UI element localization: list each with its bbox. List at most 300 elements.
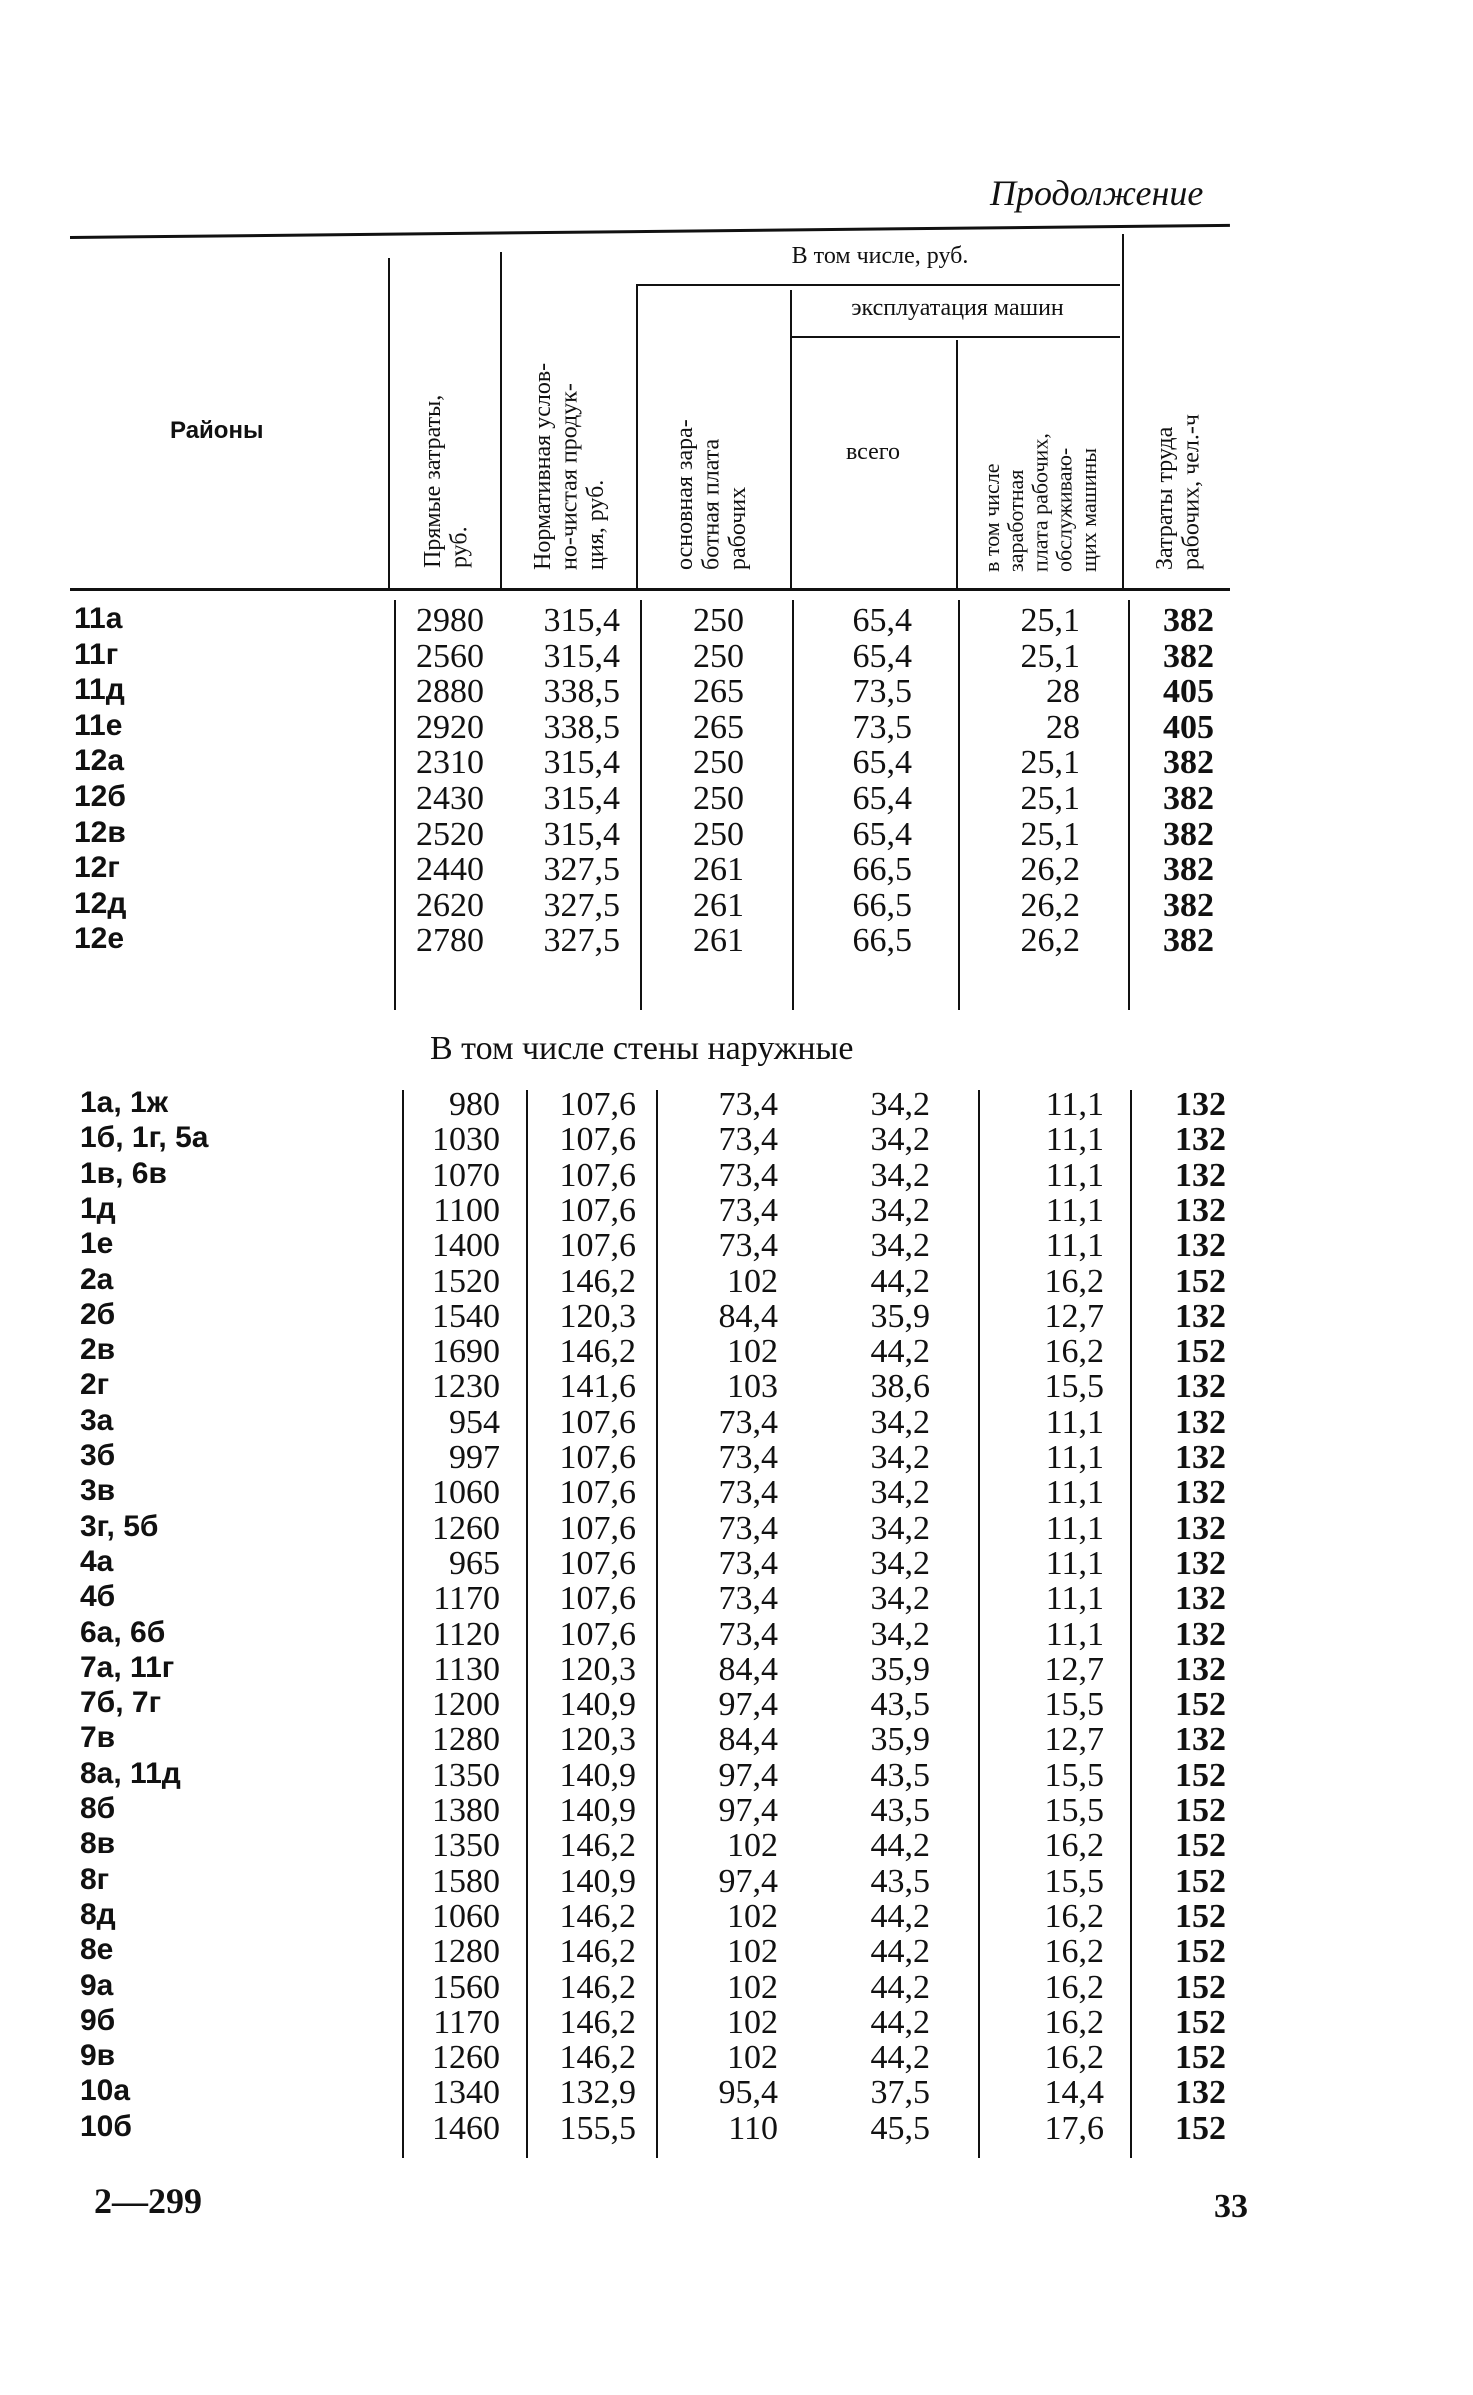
direct-costs-cell: 1060	[432, 1897, 500, 1935]
direct-costs-cell: 1380	[432, 1792, 500, 1829]
labor-cell: 152	[1175, 1933, 1226, 1971]
continuation-label: Продолжение	[990, 173, 1204, 213]
normative-cell: 141,6	[559, 1368, 636, 1406]
direct-costs-cell: 965	[449, 1544, 500, 1582]
labor-cell: 405	[1163, 708, 1214, 746]
direct-costs-cell: 1200	[432, 1686, 500, 1724]
base-wage-cell: 265	[693, 708, 744, 746]
base-wage-cell: 102	[727, 1827, 778, 1865]
machines-total-cell: 43,5	[870, 1756, 930, 1794]
machine-wage-cell: 11,1	[1045, 1156, 1104, 1194]
direct-costs-cell: 1460	[432, 2109, 500, 2147]
labor-cell: 132	[1175, 1191, 1226, 1229]
footer-signature: 2—299	[94, 2181, 202, 2221]
direct-costs-cell: 1170	[433, 1580, 500, 1618]
direct-costs-cell: 2520	[416, 815, 484, 853]
labor-cell: 382	[1163, 886, 1214, 924]
direct-costs-cell: 997	[449, 1439, 500, 1476]
normative-cell: 327,5	[543, 922, 620, 960]
machine-wage-cell: 11,1	[1045, 1474, 1104, 1512]
normative-cell: 107,6	[559, 1156, 636, 1194]
labor-cell: 152	[1175, 2003, 1226, 2041]
machine-wage-cell: 26,2	[1020, 922, 1080, 960]
base-wage-cell: 84,4	[718, 1650, 778, 1688]
district-cell: 12г	[74, 851, 120, 885]
machines-total-cell: 34,2	[870, 1615, 930, 1653]
labor-cell: 152	[1175, 1792, 1226, 1829]
machines-total-cell: 34,2	[870, 1086, 930, 1123]
base-wage-cell: 250	[693, 815, 744, 853]
labor-cell: 132	[1175, 1403, 1226, 1441]
labor-cell: 382	[1163, 744, 1214, 782]
machines-total-cell: 65,4	[852, 780, 912, 817]
normative-cell: 140,9	[559, 1756, 636, 1794]
base-wage-cell: 84,4	[718, 1721, 778, 1759]
district-cell: 3б	[80, 1439, 116, 1472]
header-including: В том числе, руб.	[791, 243, 969, 269]
direct-costs-cell: 1230	[432, 1368, 500, 1406]
machines-total-cell: 43,5	[870, 1862, 930, 1900]
district-cell: 8а, 11д	[80, 1756, 181, 1790]
hdr-divider-4	[790, 290, 792, 588]
direct-costs-cell: 1350	[432, 1827, 500, 1865]
labor-cell: 132	[1175, 2074, 1226, 2112]
district-cell: 8в	[80, 1827, 116, 1861]
machine-wage-cell: 16,2	[1044, 2039, 1104, 2077]
machine-wage-cell: 16,2	[1044, 1827, 1104, 1865]
machines-total-cell: 34,2	[870, 1156, 930, 1194]
labor-cell: 152	[1175, 1756, 1226, 1794]
base-wage-cell: 73,4	[718, 1615, 778, 1653]
machines-total-cell: 34,2	[870, 1403, 930, 1441]
direct-costs-cell: 2980	[416, 602, 484, 639]
top-rule	[70, 224, 1230, 239]
base-wage-cell: 250	[693, 744, 744, 782]
base-wage-cell: 73,4	[718, 1544, 778, 1582]
machines-total-cell: 38,6	[870, 1368, 930, 1406]
base-wage-cell: 250	[693, 780, 744, 817]
normative-cell: 146,2	[559, 1333, 636, 1371]
normative-cell: 338,5	[543, 708, 620, 746]
labor-cell: 382	[1163, 815, 1214, 853]
machines-total-cell: 66,5	[852, 886, 912, 924]
direct-costs-cell: 1400	[432, 1227, 500, 1265]
machines-total-cell: 43,5	[870, 1686, 930, 1724]
normative-cell: 107,6	[559, 1615, 636, 1653]
hdr-divider-2	[500, 252, 502, 588]
district-cell: 11е	[74, 708, 123, 742]
normative-cell: 315,4	[543, 637, 620, 675]
base-wage-cell: 73,4	[718, 1439, 778, 1476]
machine-wage-cell: 15,5	[1044, 1792, 1104, 1829]
base-wage-cell: 102	[727, 1262, 778, 1300]
labor-cell: 132	[1175, 1156, 1226, 1194]
district-cell: 8д	[80, 1897, 116, 1931]
district-cell: 1б, 1г, 5а	[80, 1121, 209, 1155]
normative-cell: 107,6	[559, 1439, 636, 1476]
direct-costs-cell: 2780	[416, 922, 484, 960]
header-bottom-rule	[70, 588, 1230, 591]
header-base-wage: основная зара- ботная плата рабочих	[672, 419, 751, 570]
machines-total-cell: 73,5	[852, 708, 912, 746]
base-wage-cell: 97,4	[718, 1756, 778, 1794]
labor-cell: 152	[1175, 1262, 1226, 1300]
base-wage-cell: 102	[727, 2039, 778, 2077]
header-labor: Затраты труда рабочих, чел.-ч	[1152, 414, 1205, 570]
normative-cell: 107,6	[559, 1544, 636, 1582]
base-wage-cell: 73,4	[718, 1580, 778, 1618]
direct-costs-cell: 1580	[432, 1862, 500, 1900]
section-title: В том числе стены наружные	[430, 1030, 854, 1067]
machine-wage-cell: 11,1	[1045, 1227, 1104, 1265]
header-direct-costs: Прямые затраты, руб.	[420, 394, 473, 568]
base-wage-cell: 261	[693, 851, 744, 889]
base-wage-cell: 261	[693, 922, 744, 960]
labor-cell: 132	[1175, 1650, 1226, 1688]
district-cell: 9а	[80, 1968, 114, 2002]
machine-wage-cell: 15,5	[1044, 1862, 1104, 1900]
machine-wage-cell: 11,1	[1045, 1509, 1104, 1547]
machine-wage-cell: 25,1	[1020, 780, 1080, 817]
normative-cell: 315,4	[543, 815, 620, 853]
machines-total-cell: 35,9	[870, 1721, 930, 1759]
district-cell: 2г	[80, 1368, 110, 1402]
machine-wage-cell: 15,5	[1044, 1756, 1104, 1794]
machine-wage-cell: 16,2	[1044, 1968, 1104, 2006]
district-cell: 7а, 11г	[80, 1650, 175, 1684]
machines-total-cell: 37,5	[870, 2074, 930, 2112]
direct-costs-cell: 1260	[432, 1509, 500, 1547]
direct-costs-cell: 1560	[432, 1968, 500, 2006]
labor-cell: 152	[1175, 1862, 1226, 1900]
normative-cell: 146,2	[559, 2003, 636, 2041]
district-cell: 4а	[80, 1544, 114, 1578]
direct-costs-cell: 1170	[433, 2003, 500, 2041]
machines-underline	[790, 336, 1120, 338]
machines-total-cell: 43,5	[870, 1792, 930, 1829]
direct-costs-cell: 1280	[432, 1933, 500, 1971]
machines-total-cell: 45,5	[870, 2109, 930, 2147]
normative-cell: 140,9	[559, 1792, 636, 1829]
base-wage-cell: 261	[693, 886, 744, 924]
direct-costs-cell: 1120	[433, 1615, 500, 1653]
labor-cell: 132	[1175, 1544, 1226, 1582]
machine-wage-cell: 26,2	[1020, 851, 1080, 889]
machines-total-cell: 65,4	[852, 744, 912, 782]
district-cell: 2в	[80, 1333, 116, 1367]
normative-cell: 146,2	[559, 1262, 636, 1300]
district-cell: 1а, 1ж	[80, 1086, 168, 1119]
hdr-divider-5	[956, 340, 958, 588]
base-wage-cell: 73,4	[718, 1509, 778, 1547]
district-cell: 1в, 6в	[80, 1156, 167, 1190]
normative-cell: 155,5	[559, 2109, 636, 2147]
direct-costs-cell: 1130	[433, 1650, 500, 1688]
labor-cell: 152	[1175, 1827, 1226, 1865]
base-wage-cell: 73,4	[718, 1121, 778, 1159]
machines-total-cell: 73,5	[852, 673, 912, 711]
machines-total-cell: 66,5	[852, 851, 912, 889]
machine-wage-cell: 25,1	[1020, 602, 1080, 639]
base-wage-cell: 103	[727, 1368, 778, 1406]
direct-costs-cell: 1520	[432, 1262, 500, 1300]
labor-cell: 382	[1163, 780, 1214, 817]
machines-total-cell: 44,2	[870, 1827, 930, 1865]
hdr-divider-3	[636, 286, 638, 588]
base-wage-cell: 73,4	[718, 1474, 778, 1512]
normative-cell: 107,6	[559, 1509, 636, 1547]
district-cell: 7в	[80, 1721, 116, 1755]
labor-cell: 152	[1175, 1333, 1226, 1371]
district-cell: 11д	[74, 673, 125, 707]
district-cell: 2а	[80, 1262, 114, 1296]
including-underline	[636, 284, 1120, 286]
direct-costs-cell: 2880	[416, 673, 484, 711]
machine-wage-cell: 16,2	[1044, 1262, 1104, 1300]
labor-cell: 405	[1163, 673, 1214, 711]
direct-costs-cell: 1030	[432, 1121, 500, 1159]
base-wage-cell: 102	[727, 1933, 778, 1971]
machine-wage-cell: 25,1	[1020, 815, 1080, 853]
district-cell: 11г	[74, 637, 119, 671]
base-wage-cell: 73,4	[718, 1086, 778, 1123]
base-wage-cell: 110	[728, 2109, 778, 2147]
labor-cell: 382	[1163, 851, 1214, 889]
normative-cell: 338,5	[543, 673, 620, 711]
machines-total-cell: 44,2	[870, 2003, 930, 2041]
base-wage-cell: 73,4	[718, 1191, 778, 1229]
labor-cell: 132	[1175, 1509, 1226, 1547]
machines-total-cell: 35,9	[870, 1297, 930, 1335]
header-machines-total: всего	[845, 439, 901, 465]
base-wage-cell: 73,4	[718, 1227, 778, 1265]
labor-cell: 132	[1175, 1474, 1226, 1512]
machines-total-cell: 34,2	[870, 1580, 930, 1618]
labor-cell: 132	[1175, 1615, 1226, 1653]
labor-cell: 382	[1163, 922, 1214, 960]
machines-total-cell: 44,2	[870, 1333, 930, 1371]
normative-cell: 107,6	[559, 1191, 636, 1229]
normative-cell: 107,6	[559, 1227, 636, 1265]
district-cell: 6а, 6б	[80, 1615, 166, 1649]
normative-cell: 120,3	[559, 1721, 636, 1759]
base-wage-cell: 265	[693, 673, 744, 711]
machine-wage-cell: 28	[1046, 708, 1080, 746]
base-wage-cell: 95,4	[718, 2074, 778, 2112]
machine-wage-cell: 12,7	[1044, 1721, 1104, 1759]
machines-total-cell: 34,2	[870, 1121, 930, 1159]
base-wage-cell: 102	[727, 2003, 778, 2041]
district-cell: 2б	[80, 1297, 116, 1331]
normative-cell: 107,6	[559, 1086, 636, 1123]
district-cell: 9б	[80, 2003, 116, 2037]
machines-total-cell: 34,2	[870, 1474, 930, 1512]
hdr-divider-6	[1122, 234, 1124, 588]
direct-costs-cell: 2440	[416, 851, 484, 889]
normative-cell: 327,5	[543, 851, 620, 889]
district-cell: 10б	[80, 2109, 132, 2143]
district-cell: 8б	[80, 1792, 116, 1825]
machine-wage-cell: 15,5	[1044, 1686, 1104, 1724]
base-wage-cell: 97,4	[718, 1792, 778, 1829]
district-cell: 9в	[80, 2039, 116, 2073]
machine-wage-cell: 16,2	[1044, 1333, 1104, 1371]
direct-costs-cell: 2560	[416, 637, 484, 675]
normative-cell: 327,5	[543, 886, 620, 924]
normative-cell: 120,3	[559, 1650, 636, 1688]
normative-cell: 107,6	[559, 1121, 636, 1159]
machines-total-cell: 44,2	[870, 1897, 930, 1935]
direct-costs-cell: 1690	[432, 1333, 500, 1371]
machine-wage-cell: 25,1	[1020, 744, 1080, 782]
district-cell: 8г	[80, 1862, 110, 1896]
normative-cell: 315,4	[543, 744, 620, 782]
normative-cell: 107,6	[559, 1474, 636, 1512]
machines-total-cell: 65,4	[852, 602, 912, 639]
district-cell: 3в	[80, 1474, 116, 1508]
labor-cell: 132	[1175, 1439, 1226, 1476]
labor-cell: 132	[1175, 1580, 1226, 1618]
header-machines: эксплуатация машин	[851, 295, 1064, 321]
district-cell: 4б	[80, 1580, 116, 1614]
district-cell: 10а	[80, 2074, 131, 2108]
district-cell: 3г, 5б	[80, 1509, 159, 1543]
machine-wage-cell: 16,2	[1044, 2003, 1104, 2041]
machine-wage-cell: 16,2	[1044, 1897, 1104, 1935]
machines-total-cell: 44,2	[870, 1262, 930, 1300]
hdr-divider-1	[388, 258, 390, 588]
district-cell: 7б, 7г	[80, 1686, 162, 1720]
labor-cell: 132	[1175, 1297, 1226, 1335]
machines-total-cell: 44,2	[870, 1933, 930, 1971]
district-cell: 11а	[74, 602, 123, 635]
machines-total-cell: 34,2	[870, 1191, 930, 1229]
direct-costs-cell: 2920	[416, 708, 484, 746]
normative-cell: 315,4	[543, 602, 620, 639]
machines-total-cell: 66,5	[852, 922, 912, 960]
district-cell: 1д	[80, 1191, 116, 1225]
machine-wage-cell: 16,2	[1044, 1933, 1104, 1971]
labor-cell: 382	[1163, 637, 1214, 675]
direct-costs-cell: 1100	[433, 1191, 500, 1229]
machines-total-cell: 65,4	[852, 815, 912, 853]
normative-cell: 107,6	[559, 1403, 636, 1441]
base-wage-cell: 97,4	[718, 1862, 778, 1900]
direct-costs-cell: 1540	[432, 1297, 500, 1335]
labor-cell: 132	[1175, 1368, 1226, 1406]
header-districts: Районы	[170, 417, 264, 444]
base-wage-cell: 250	[693, 637, 744, 675]
direct-costs-cell: 1260	[432, 2039, 500, 2077]
district-cell: 1е	[80, 1227, 114, 1261]
district-cell: 12в	[74, 815, 126, 849]
normative-cell: 132,9	[559, 2074, 636, 2112]
base-wage-cell: 102	[727, 1897, 778, 1935]
normative-cell: 146,2	[559, 1897, 636, 1935]
base-wage-cell: 102	[727, 1333, 778, 1371]
direct-costs-cell: 2620	[416, 886, 484, 924]
labor-cell: 132	[1175, 1086, 1226, 1123]
machine-wage-cell: 12,7	[1044, 1297, 1104, 1335]
machine-wage-cell: 11,1	[1045, 1191, 1104, 1229]
direct-costs-cell: 1350	[432, 1756, 500, 1794]
labor-cell: 152	[1175, 1897, 1226, 1935]
machine-wage-cell: 28	[1046, 673, 1080, 711]
machine-wage-cell: 11,1	[1045, 1615, 1104, 1653]
normative-cell: 107,6	[559, 1580, 636, 1618]
machine-wage-cell: 11,1	[1045, 1439, 1104, 1476]
machines-total-cell: 34,2	[870, 1544, 930, 1582]
normative-cell: 146,2	[559, 1968, 636, 2006]
machine-wage-cell: 11,1	[1045, 1086, 1104, 1123]
machine-wage-cell: 11,1	[1045, 1544, 1104, 1582]
machine-wage-cell: 26,2	[1020, 886, 1080, 924]
district-cell: 12а	[74, 744, 125, 778]
labor-cell: 152	[1175, 2039, 1226, 2077]
normative-cell: 315,4	[543, 780, 620, 817]
machines-total-cell: 65,4	[852, 637, 912, 675]
direct-costs-cell: 980	[449, 1086, 500, 1123]
labor-cell: 152	[1175, 1968, 1226, 2006]
machine-wage-cell: 11,1	[1045, 1403, 1104, 1441]
header-machine-wage: в том числе заработная плата рабочих, обслуживаю- щих машины	[979, 433, 1101, 572]
labor-cell: 132	[1175, 1721, 1226, 1759]
base-wage-cell: 73,4	[718, 1156, 778, 1194]
labor-cell: 152	[1175, 2109, 1226, 2147]
base-wage-cell: 73,4	[718, 1403, 778, 1441]
direct-costs-cell: 1070	[432, 1156, 500, 1194]
machines-total-cell: 35,9	[870, 1650, 930, 1688]
labor-cell: 152	[1175, 1686, 1226, 1724]
normative-cell: 140,9	[559, 1862, 636, 1900]
machines-total-cell: 44,2	[870, 2039, 930, 2077]
direct-costs-cell: 954	[449, 1403, 500, 1441]
header-normative: Нормативная услов- но-чистая продук- ция, руб.	[530, 362, 609, 570]
machine-wage-cell: 11,1	[1045, 1121, 1104, 1159]
base-wage-cell: 250	[693, 602, 744, 639]
base-wage-cell: 102	[727, 1968, 778, 2006]
district-cell: 3а	[80, 1403, 114, 1437]
labor-cell: 132	[1175, 1227, 1226, 1265]
direct-costs-cell: 1340	[432, 2074, 500, 2112]
machines-total-cell: 34,2	[870, 1227, 930, 1265]
direct-costs-cell: 2310	[416, 744, 484, 782]
machine-wage-cell: 12,7	[1044, 1650, 1104, 1688]
base-wage-cell: 84,4	[718, 1297, 778, 1335]
base-wage-cell: 97,4	[718, 1686, 778, 1724]
normative-cell: 120,3	[559, 1297, 636, 1335]
machine-wage-cell: 17,6	[1044, 2109, 1104, 2147]
machines-total-cell: 34,2	[870, 1509, 930, 1547]
direct-costs-cell: 2430	[416, 780, 484, 817]
labor-cell: 382	[1163, 602, 1214, 639]
district-cell: 8е	[80, 1933, 114, 1967]
district-cell: 12б	[74, 780, 126, 813]
normative-cell: 146,2	[559, 2039, 636, 2077]
labor-cell: 132	[1175, 1121, 1226, 1159]
direct-costs-cell: 1060	[432, 1474, 500, 1512]
machine-wage-cell: 25,1	[1020, 637, 1080, 675]
machine-wage-cell: 15,5	[1044, 1368, 1104, 1406]
district-cell: 12д	[74, 886, 127, 920]
machines-total-cell: 44,2	[870, 1968, 930, 2006]
page-number: 33	[1214, 2188, 1248, 2225]
machines-total-cell: 34,2	[870, 1439, 930, 1476]
normative-cell: 146,2	[559, 1827, 636, 1865]
direct-costs-cell: 1280	[432, 1721, 500, 1759]
normative-cell: 146,2	[559, 1933, 636, 1971]
machine-wage-cell: 14,4	[1044, 2074, 1104, 2112]
